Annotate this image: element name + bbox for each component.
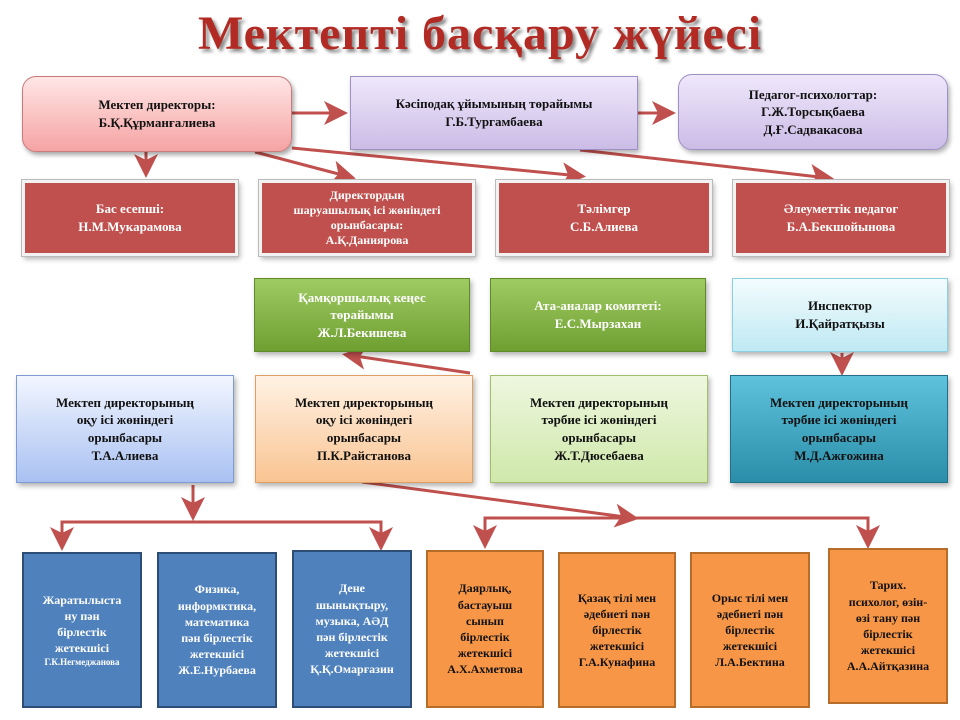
trustees-line-2: төрайымы xyxy=(330,307,394,323)
b7-line-4: бірлестік xyxy=(863,627,913,641)
b1-line-4: жетекшісі xyxy=(54,641,110,656)
kazakh-language-head-box xyxy=(558,552,676,708)
b3-line-5: жетекшісі xyxy=(324,646,380,661)
household-name: А.Қ.Даниярова xyxy=(325,233,409,247)
arrow-union-to-social xyxy=(580,150,828,178)
deputy2-line-1: Мектеп директорының xyxy=(294,394,434,410)
primary-school-head-box xyxy=(426,550,544,708)
b4-line-4: бірлестік xyxy=(460,630,510,644)
b1-line-2: ну пән xyxy=(64,608,100,623)
deputy3-name: Ж.Т.Дюсебаева xyxy=(554,447,644,463)
b5-line-2: әдебиеті пән xyxy=(583,606,651,621)
psychologist-name-1: Г.Ж.Торсықбаева xyxy=(761,104,865,120)
inspector-box xyxy=(732,278,948,352)
deputy-upbringing-2-box xyxy=(730,375,948,483)
deputy4-name: М.Д.Ажғожина xyxy=(794,447,884,463)
b7-line-2: психолог, өзін- xyxy=(848,594,928,609)
trustees-name: Ж.Л.Бекишева xyxy=(317,324,407,340)
deputy1-name: Т.А.Алиева xyxy=(91,447,159,463)
history-head-box xyxy=(828,548,948,704)
b6-name: Л.А.Бектина xyxy=(715,655,785,670)
arrow-branch-right2 xyxy=(633,518,868,543)
b3-name: Қ.Қ.Омарғазин xyxy=(310,662,394,677)
b3-line-2: шынықтыру, xyxy=(315,597,389,612)
b6-line-1: Орыс тілі мен xyxy=(711,590,789,605)
deputy1-line-2: оқу ісі жөніндегі xyxy=(76,412,174,428)
deputy2-line-2: оқу ісі жөніндегі xyxy=(315,412,413,428)
accountant-title: Бас есепші: xyxy=(95,201,165,217)
b5-name: Г.А.Кунафина xyxy=(578,655,656,670)
deputy3-line-1: Мектеп директорының xyxy=(529,394,669,410)
deputy4-line-1: Мектеп директорының xyxy=(769,394,909,410)
deputy4-line-2: тәрбие ісі жөніндегі xyxy=(781,412,897,428)
b6-line-3: бірлестік xyxy=(725,622,775,637)
b4-name: А.Х.Ахметова xyxy=(447,662,523,677)
arrow-deputy2-down xyxy=(362,482,633,518)
accountant-box xyxy=(22,180,238,256)
union-name: Г.Б.Тургамбаева xyxy=(445,114,543,129)
trustees-box xyxy=(254,278,470,352)
director-box xyxy=(22,76,292,152)
deputy3-line-2: тәрбие ісі жөніндегі xyxy=(541,412,657,428)
deputy-academic-1-box xyxy=(16,375,234,483)
natural-science-head-box xyxy=(22,552,142,708)
arrow-branch-left xyxy=(62,522,193,545)
parents-title: Ата-аналар комитеті: xyxy=(534,298,662,314)
deputy1-line-1: Мектеп директорының xyxy=(55,394,195,410)
b4-line-3: сынып xyxy=(466,613,504,628)
inspector-name: И.Қайратқызы xyxy=(795,316,885,331)
household-line-3: орынбасары: xyxy=(330,218,404,232)
b2-line-3: математика xyxy=(184,614,250,629)
psychologists-title: Педагог-психологтар: xyxy=(748,86,878,102)
b2-name: Ж.Е.Нурбаева xyxy=(178,663,256,678)
b5-line-4: жетекшісі xyxy=(589,639,645,654)
trustees-line-1: Қамқоршылық кеңес xyxy=(298,289,426,305)
b4-line-2: бастауыш xyxy=(457,597,513,612)
psychologist-name-2: Д.Ғ.Садвакасова xyxy=(763,121,863,137)
psychologists-box xyxy=(678,74,948,150)
arrow-branch-right xyxy=(193,522,381,545)
mentor-box xyxy=(496,180,712,256)
director-name: Б.Қ.Құрманғалиева xyxy=(98,115,216,130)
b6-line-2: әдебиеті пән xyxy=(716,606,784,621)
mentor-name: С.Б.Алиева xyxy=(570,219,638,234)
b2-line-5: жетекшісі xyxy=(189,647,245,662)
b5-line-3: бірлестік xyxy=(592,622,642,637)
deputy4-line-3: орынбасары xyxy=(801,430,877,445)
pe-music-head-box xyxy=(292,550,412,708)
social-name: Б.А.Бекшойынова xyxy=(786,219,896,234)
b2-line-1: Физика, xyxy=(194,582,240,597)
deputy2-name: П.К.Райстанова xyxy=(317,447,411,463)
b1-line-1: Жаратылыста xyxy=(42,592,122,607)
social-title: Әлеуметтік педагог xyxy=(783,201,899,217)
b7-line-5: жетекшісі xyxy=(860,643,916,658)
union-box xyxy=(350,76,638,150)
mentor-title: Тәлімгер xyxy=(577,201,631,217)
b2-line-4: пән бірлестік xyxy=(181,631,253,645)
household-line-1: Директордың xyxy=(329,188,405,202)
deputy-academic-2-box xyxy=(255,375,473,483)
b6-line-4: жетекшісі xyxy=(722,639,778,654)
union-title: Кәсіподақ ұйымының төрайымы xyxy=(395,96,593,112)
russian-language-head-box xyxy=(690,552,810,708)
accountant-name: Н.М.Мукарамова xyxy=(78,219,182,234)
b5-line-1: Қазақ тілі мен xyxy=(577,590,657,605)
deputy-upbringing-1-box xyxy=(490,375,708,483)
deputy2-line-3: орынбасары xyxy=(326,430,402,445)
director-title: Мектеп директоры: xyxy=(98,97,216,113)
social-pedagogue-box xyxy=(733,180,949,256)
b3-line-1: Дене xyxy=(339,581,365,596)
b7-name: А.А.Айтқазина xyxy=(846,659,930,674)
b2-line-2: информктика, xyxy=(177,598,257,613)
arrow-deputy3-to-trustees xyxy=(348,355,470,373)
diagram-title: Мектепті басқару жүйесі xyxy=(197,7,763,60)
household-deputy-box xyxy=(259,180,475,256)
physics-math-head-box xyxy=(157,552,277,708)
deputy1-line-3: орынбасары xyxy=(87,430,163,445)
b1-name: Г.К.Негмеджанова xyxy=(44,657,120,668)
b4-line-1: Даярлық, xyxy=(458,581,512,596)
b7-line-1: Тарих. xyxy=(869,578,907,593)
household-line-2: шаруашылық ісі жөніндегі xyxy=(293,203,441,217)
parents-name: Е.С.Мырзахан xyxy=(554,316,642,331)
arrow-branch-left2 xyxy=(485,518,633,543)
deputy3-line-3: орынбасары xyxy=(561,430,637,445)
inspector-title: Инспектор xyxy=(807,298,873,314)
parents-committee-box xyxy=(490,278,706,352)
b4-line-5: жетекшісі xyxy=(457,646,513,661)
arrow-director-to-household xyxy=(255,152,350,177)
b1-line-3: бірлестік xyxy=(57,624,107,639)
b3-line-3: музыка, АӘД xyxy=(315,613,389,628)
b7-line-3: өзі тану пән xyxy=(855,610,921,625)
b3-line-4: пән бірлестік xyxy=(316,630,388,644)
